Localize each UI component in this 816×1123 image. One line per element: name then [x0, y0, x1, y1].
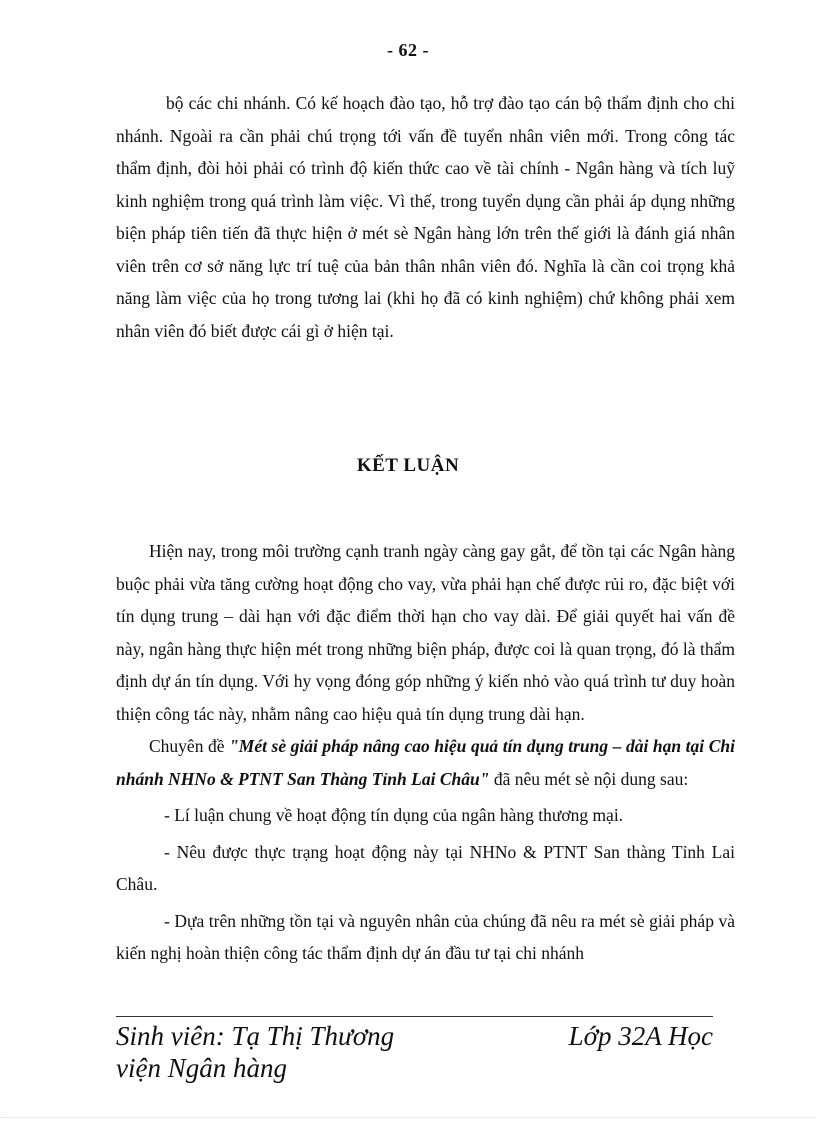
intro-section: [116, 87, 735, 347]
footer: [116, 1020, 713, 1084]
conclusion-heading: KẾT LUẬN: [356, 455, 460, 476]
bullet-item-1: - Lí luận chung về hoạt động tín dụng của ngân hàng thương mại.: [164, 805, 624, 825]
page-bottom-border: [0, 1117, 816, 1118]
footer-student: Sinh viên: Tạ Thị Thương: [116, 1021, 395, 1051]
footer-divider: [116, 1016, 713, 1017]
page-number: - 62 -: [387, 40, 429, 60]
paragraph-2-suffix: đã nêu mét sè nội dung sau:: [489, 768, 689, 789]
conclusion-paragraph-2: [116, 730, 735, 795]
paragraph-2-prefix: Chuyên đề: [149, 736, 230, 756]
footer-class: Lớp 32A Học: [568, 1021, 713, 1051]
bullet-item-3: - Dựa trên những tồn tại và nguyên nhân của chúng đã nêu ra mét sè giải pháp và kiến nghị hoàn thiện công tác thẩm định dự án đầu tư tại chi nhánh: [116, 910, 735, 963]
intro-paragraph: bộ các chi nhánh. Có kế hoạch đào tạo, hỗ trợ đào tạo cán bộ thẩm định cho chi nhánh. Ngoài ra cần phải chú trọng tới vấn đề tuyển nhân viên mới. Trong công tác thẩm định, đòi hỏi phải có trình độ kiến thức cao về tài chính - Ngân hàng và tích luỹ kinh nghiệm trong quá trình làm việc. Vì thế, trong tuyển dụng cần phải áp dụng những biện pháp tiên tiến đã thực hiện ở mét sè Ngân hàng lớn trên thế giới là đánh giá nhân viên trên cơ sở năng lực trí tuệ của bản thân nhân viên đó. Nghĩa là cần coi trọng khả năng làm việc của họ trong tương lai (khi họ đã có kinh nghiệm) chứ không phải xem nhân viên đó biết được cái gì ở hiện tại.: [116, 93, 735, 341]
topic-title: "Mét sè giải pháp nâng cao hiệu quả tín dụng trung – dài hạn tại Chi nhánh NHNo & PTNT San Thàng Tỉnh Lai Châu": [116, 736, 735, 789]
conclusion-section: [116, 535, 735, 970]
footer-institution: viện Ngân hàng: [116, 1053, 287, 1083]
conclusion-paragraph-1: Hiện nay, trong môi trường cạnh tranh ngày càng gay gắt, để tồn tại các Ngân hàng buộc phải vừa tăng cường hoạt động cho vay, vừa phải hạn chế được rủi ro, đặc biệt với tín dụng trung – dài hạn với đặc điểm thời hạn cho vay dài. Để giải quyết hai vấn đề này, ngân hàng thực hiện mét trong những biện pháp, được coi là quan trọng, đó là thẩm định dự án tín dụng. Với hy vọng đóng góp những ý kiến nhỏ vào quá trình tư duy hoàn thiện công tác này, nhằm nâng cao hiệu quả tín dụng trung dài hạn.: [116, 541, 735, 724]
bullet-item-2: - Nêu được thực trạng hoạt động này tại NHNo & PTNT San thàng Tỉnh Lai Châu.: [116, 841, 735, 894]
